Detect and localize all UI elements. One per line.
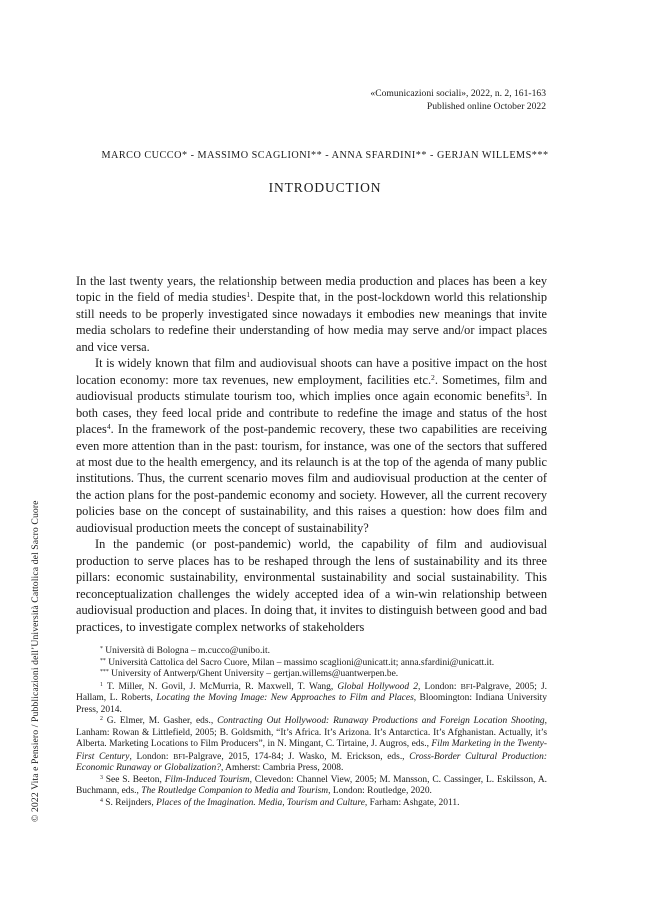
- footnote: $^2$ G. Elmer, M. Gasher, eds., Contracting Out Hollywood: Runaway Productions and Foreign Location Shooting, Lanham: Rowan & Littlefield, 2005; B. Goldsmith, “It’s Africa. It’s Arizona. It’s Antarctica. It’s Afghanistan. Actually, it’s Alberta. Marketing Locations to Film Producers”, in N. Mingant, C. Tirtaine, J. Augros, eds., Film Marketing in the Twenty-First Century, London: BFI-Palgrave, 2015, 174-84; J. Wasko, M. Erickson, eds., Cross-Border Cultural Production: Economic Runaway or Globalization?, Amherst: Cambria Press, 2008.: [76, 715, 548, 773]
- author-list: MARCO CUCCO* - MASSIMO SCAGLIONI** - ANNA SFARDINI** - GERJAN WILLEMS***: [101, 150, 549, 161]
- body-paragraph: In the pandemic (or post-pandemic) world, the capability of film and audiovisual production to serve places has to be reshaped through the lens of sustainability and its three pillars: economic sustainability, environmental sustainability and social sustainability. This reconceptualization challenges the widely accepted idea of a win-win relationship between audiovisual production and places. In doing that, it invites to distinguish between good and bad practices, to investigate complex networks of stakeholders: [76, 537, 547, 634]
- footnote-ref[interactable]: 1: [246, 290, 251, 300]
- journal-header: [370, 88, 546, 113]
- publication-date: Published online October 2022: [426, 100, 546, 112]
- article-title: INTRODUCTION: [268, 180, 382, 195]
- article-body: [76, 273, 547, 635]
- copyright-notice: © 2022 Vita e Pensiero / Pubblicazioni dell’Università Cattolica del Sacro Cuore: [30, 500, 41, 822]
- footnote-ref[interactable]: 2: [431, 372, 435, 382]
- journal-citation: «Comunicazioni sociali», 2022, n. 2, 161-163: [370, 88, 546, 99]
- footnotes-section: [76, 646, 547, 809]
- footnote-ref[interactable]: 3: [525, 388, 530, 398]
- author-affiliation: * Università di Bologna – m.cucco@unibo.it.: [100, 645, 270, 656]
- footnote-ref[interactable]: 4: [106, 421, 111, 431]
- author-affiliation: ** Università Cattolica del Sacro Cuore, Milan – massimo scaglioni@unicatt.it; anna.sfardini@unicatt.it.: [100, 657, 495, 668]
- author-affiliation: *** University of Antwerp/Ghent University – gertjan.willems@uantwerpen.be.: [100, 668, 399, 679]
- footnote: $^1$ T. Miller, N. Govil, J. McMurria, R. Maxwell, T. Wang, Global Hollywood 2, London: BFI-Palgrave, 2005; J. Hallam, L. Roberts, Locating the Moving Image: New Approaches to Film and Places, Bloomington: Indiana University Press, 2014.: [76, 681, 548, 715]
- footnote: $^4$ S. Reijnders, Places of the Imagination. Media, Tourism and Culture, Farham: Ashgate, 2011.: [100, 797, 460, 808]
- body-paragraph: It is widely known that film and audiovisual shoots can have a positive impact on the host location economy: more tax revenues, new employment, facilities etc.$^2$. Sometimes, film and audiovisual products stimulate tourism too, which implies once again economic benefits$^3$. In both cases, they feed local pride and contribute to redefine the image and status of the host places$^4$. In the framework of the post-pandemic recovery, these two capabilities are receiving even more attention than in the past: tourism, for instance, was one of the sectors that suffered at most due to the health emergency, and its relaunch is at the top of the agenda of many public institutions. Thus, the current scenario moves film and audiovisual production at the center of the action plans for the post-pandemic economy and society. However, all the current recovery policies base on the concept of sustainability, and this raises a question: how does film and audiovisual production meets the concept of sustainability?: [76, 356, 547, 535]
- footnote: $^3$ See S. Beeton, Film-Induced Tourism, Clevedon: Channel View, 2005; M. Mansson, C. Cassinger, L. Eskilsson, A. Buchmann, eds., The Routledge Companion to Media and Tourism, London: Routledge, 2020.: [76, 774, 548, 796]
- body-paragraph: In the last twenty years, the relationship between media production and places has been a key topic in the field of media studies$^1$. Despite that, in the post-lockdown world this relationship still needs to be properly investigated since nowadays it embodies new meanings that invite media scholars to redefine their understanding of how media may serve and/or impact places and vice versa.: [76, 274, 547, 354]
